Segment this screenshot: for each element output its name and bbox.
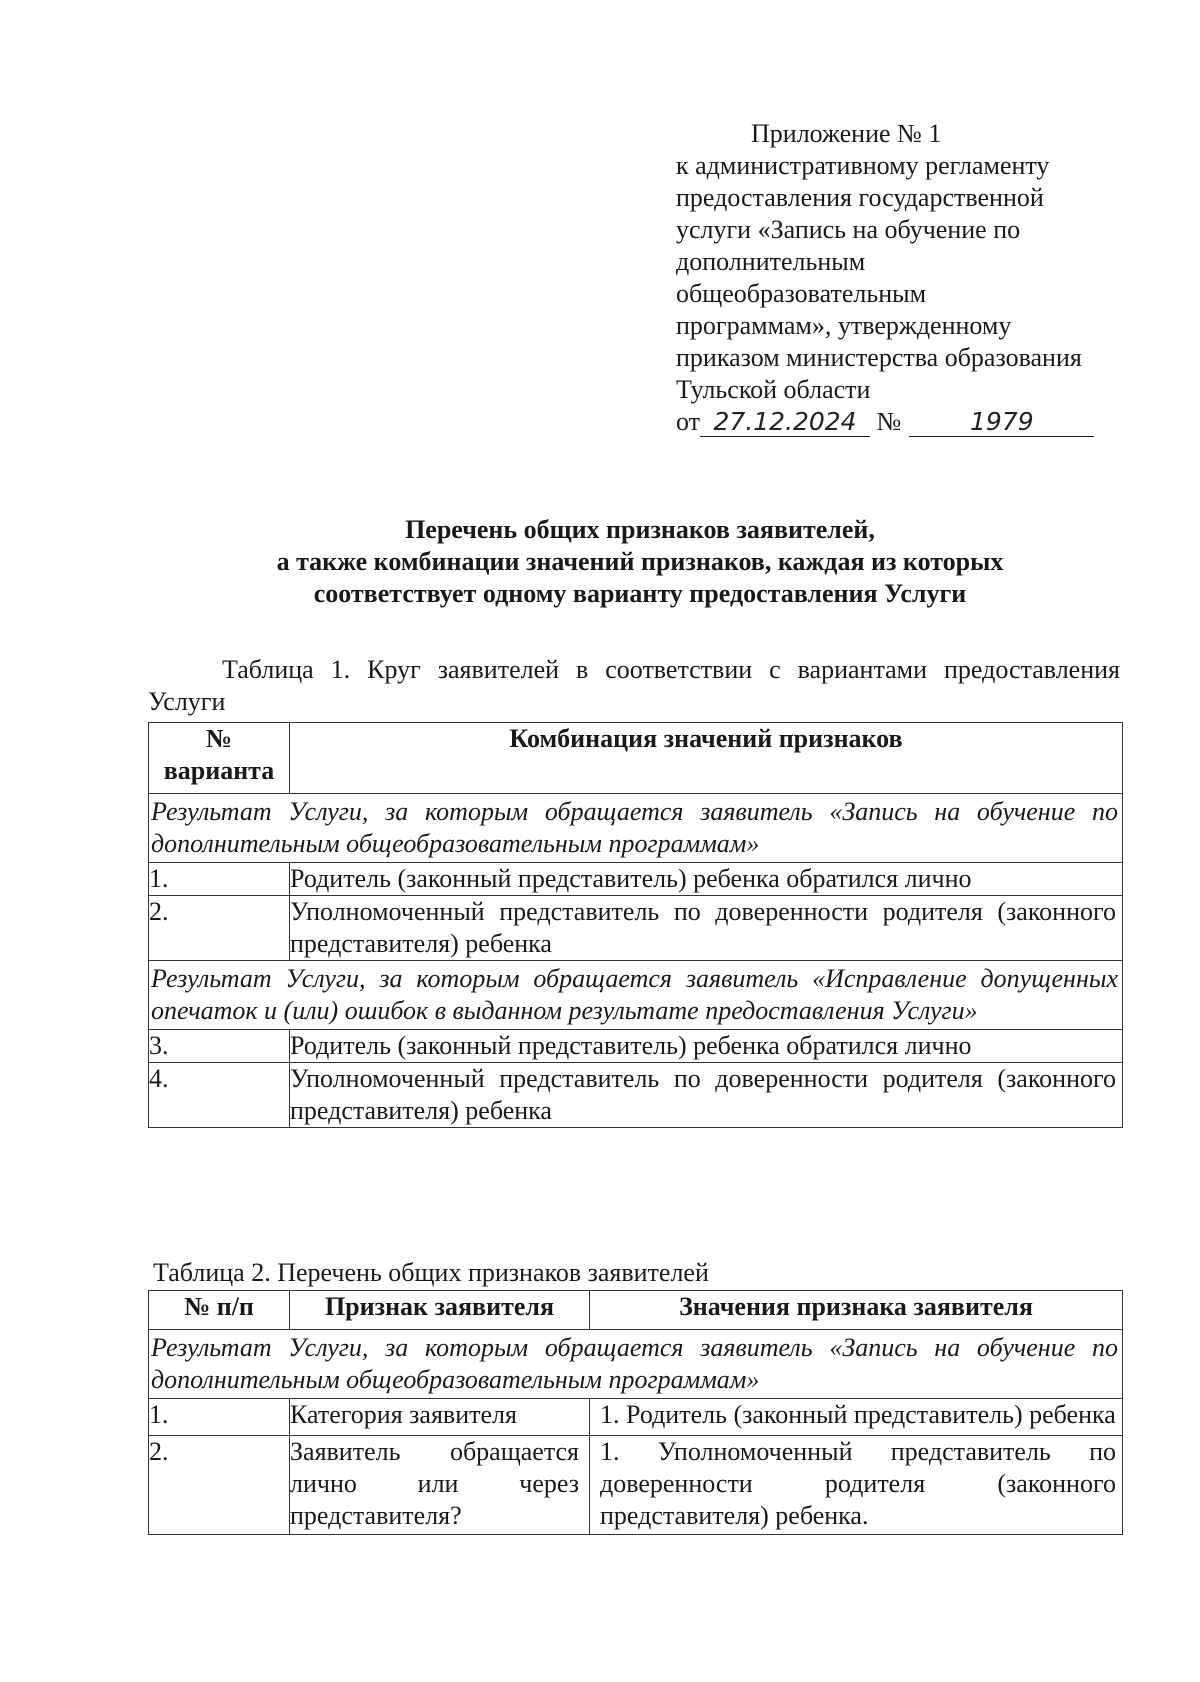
table-row: [149, 1030, 1123, 1063]
header-row-number: № п/п: [149, 1291, 290, 1330]
table-row: [149, 1399, 1123, 1436]
table2: [148, 1290, 1123, 1535]
handwritten-date: 27.12.2024: [700, 408, 870, 437]
appendix-line: общеобразовательным: [676, 279, 927, 308]
table1-caption: Таблица 1. Круг заявителей в соответствии с вариантами предоставления Услуги: [148, 655, 1120, 716]
appendix-line: приказом министерства образования: [676, 343, 1082, 372]
result-text: Результат Услуги, за которым обращается заявитель «Исправление допущенных опечаток и (или) ошибок в выданном результате предоставления Услуги»: [149, 961, 1123, 1030]
number-prefix: №: [876, 407, 902, 436]
variant-description: Уполномоченный представитель по доверенности родителя (законного представителя) ребенка: [290, 896, 1123, 961]
table-row: [149, 1436, 1123, 1535]
appendix-title: Приложение № 1: [751, 119, 942, 148]
variant-description: Родитель (законный представитель) ребенка обратился лично: [290, 863, 1123, 896]
variant-description: Уполномоченный представитель по доверенности родителя (законного представителя) ребенка: [290, 1063, 1123, 1128]
feature-name: Заявитель обращается лично или через представителя?: [290, 1436, 590, 1535]
appendix-line: дополнительным: [676, 247, 866, 276]
appendix-line: Тульской области: [676, 375, 871, 404]
result-row: [149, 961, 1123, 1030]
row-number: 2.: [149, 1436, 290, 1535]
variant-number: 1.: [149, 863, 290, 896]
table-header-row: [149, 723, 1123, 794]
table1: [148, 722, 1123, 1128]
header-combination: Комбинация значений признаков: [290, 723, 1123, 794]
header-variant-number: № варианта: [149, 723, 290, 794]
variant-number: 2.: [149, 896, 290, 961]
variant-number: 3.: [149, 1030, 290, 1063]
table-row: [149, 896, 1123, 961]
variant-description: Родитель (законный представитель) ребенка обратился лично: [290, 1030, 1123, 1063]
table2-caption: Таблица 2. Перечень общих признаков заявителей: [153, 1258, 709, 1287]
appendix-block: [676, 118, 1136, 438]
heading-line: а также комбинации значений признаков, каждая из которых: [276, 547, 1004, 576]
table-row: [149, 1063, 1123, 1128]
header-feature-values: Значения признака заявителя: [590, 1291, 1123, 1330]
appendix-line: услуги «Запись на обучение по: [676, 215, 1021, 244]
feature-value: 1. Родитель (законный представитель) ребенка: [590, 1399, 1123, 1436]
appendix-line: предоставления государственной: [676, 183, 1044, 212]
result-row: [149, 1330, 1123, 1399]
header-feature: Признак заявителя: [290, 1291, 590, 1330]
feature-name: Категория заявителя: [290, 1399, 590, 1436]
table-row: [149, 863, 1123, 896]
appendix-line: программам», утвержденному: [676, 311, 1012, 340]
appendix-line: к административному регламенту: [676, 151, 1050, 180]
handwritten-number: 1979: [909, 408, 1094, 437]
result-text: Результат Услуги, за которым обращается заявитель «Запись на обучение по дополнительным общеобразовательным программам»: [149, 794, 1123, 863]
document-heading: [150, 514, 1130, 610]
heading-line: Перечень общих признаков заявителей,: [405, 515, 875, 544]
table-header-row: [149, 1291, 1123, 1330]
feature-value: 1. Уполномоченный представитель по доверенности родителя (законного представителя) ребенка.: [590, 1436, 1123, 1535]
row-number: 1.: [149, 1399, 290, 1436]
heading-line: соответствует одному варианту предоставления Услуги: [313, 579, 967, 608]
date-prefix: от: [676, 407, 701, 436]
variant-number: 4.: [149, 1063, 290, 1128]
date-number-line: [676, 406, 1136, 438]
result-row: [149, 794, 1123, 863]
result-text: Результат Услуги, за которым обращается заявитель «Запись на обучение по дополнительным общеобразовательным программам»: [149, 1330, 1123, 1399]
